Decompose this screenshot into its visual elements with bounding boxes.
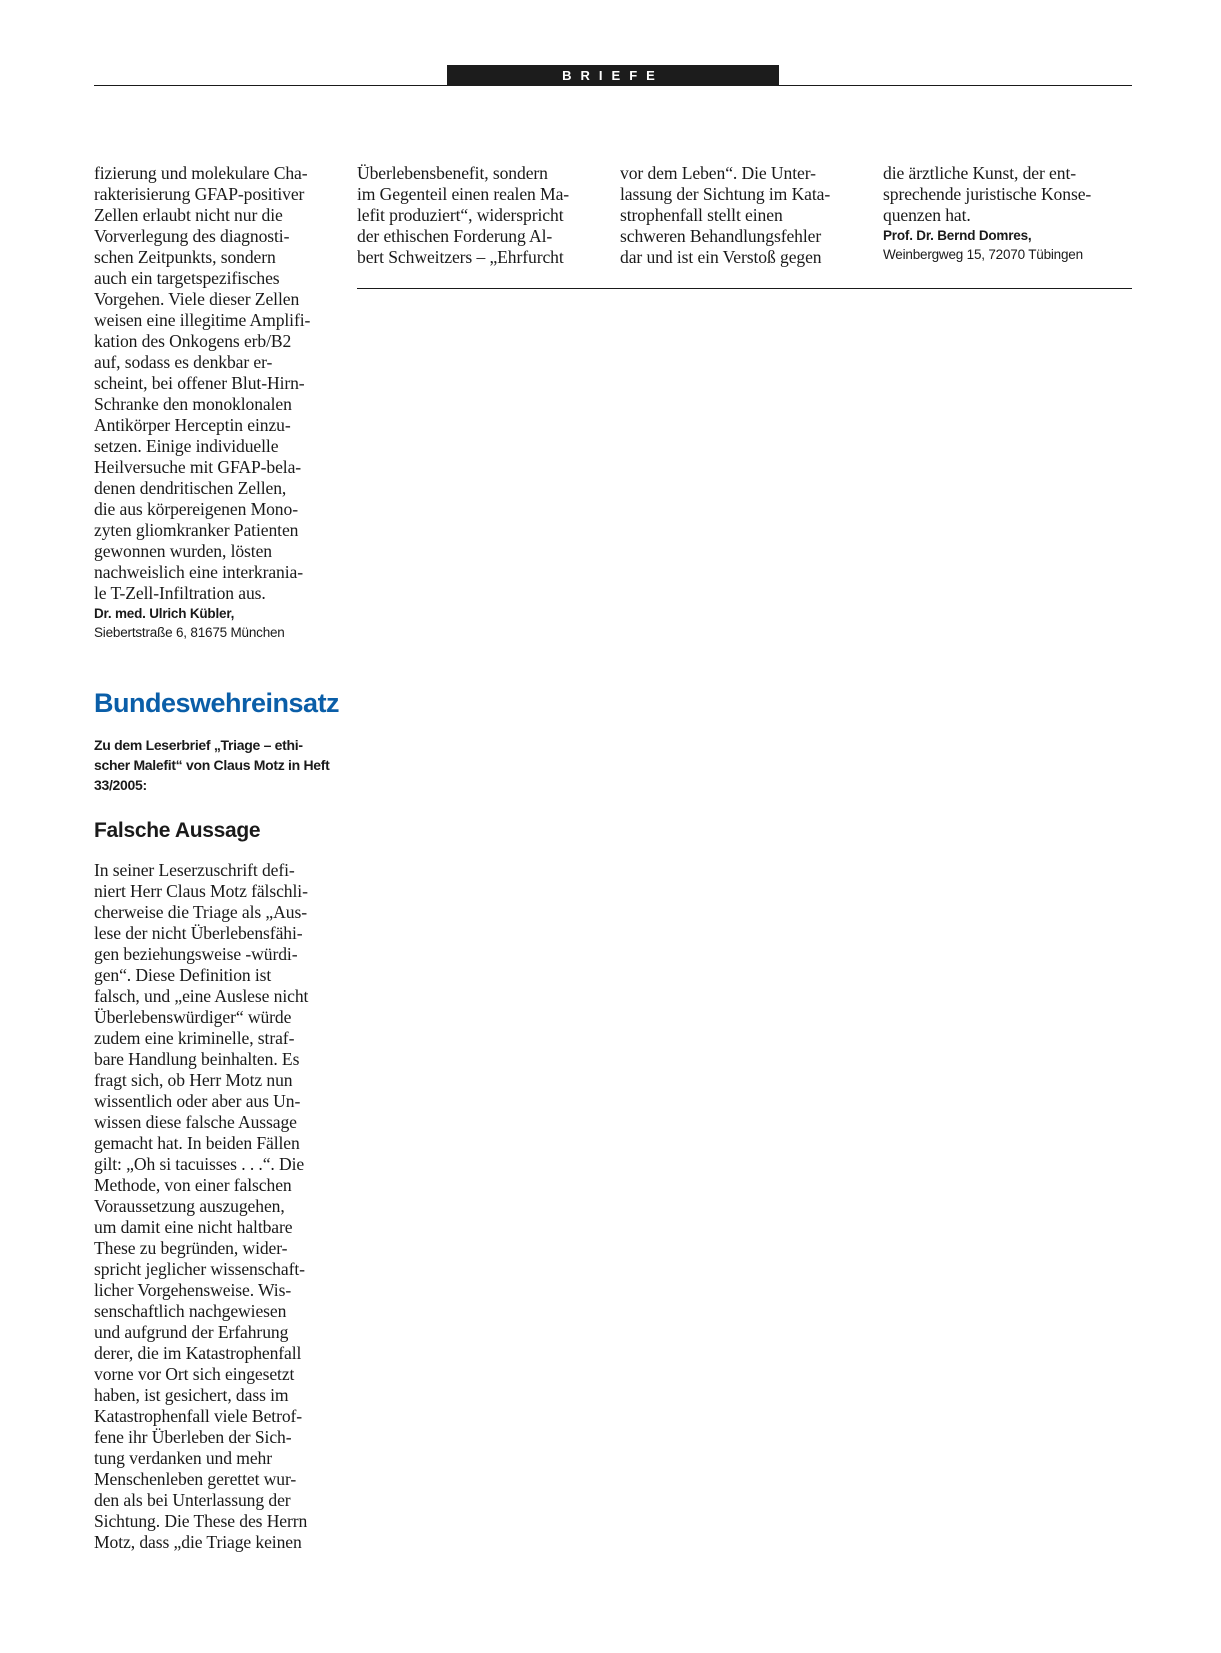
text-line: und aufgrund der Erfahrung (94, 1322, 289, 1342)
text-line: Überlebenswürdiger“ würde (94, 1007, 292, 1027)
text-line: um damit eine nicht haltbare (94, 1217, 293, 1237)
text-line: zudem eine kriminelle, straf- (94, 1028, 295, 1048)
text-line: gilt: „Oh si tacuisses . . .“. Die (94, 1154, 305, 1174)
text-line: nachweislich eine interkrania- (94, 562, 304, 582)
text-line: Motz, dass „die Triage keinen (94, 1532, 302, 1552)
text-line: scher Malefit“ von Claus Motz in Heft (94, 757, 330, 773)
text-line: weisen eine illegitime Amplifi- (94, 310, 311, 330)
text-line: spricht jeglicher wissenschaft- (94, 1259, 305, 1279)
text-line: In seiner Leserzuschrift defi- (94, 860, 295, 880)
text-line: rakterisierung GFAP-positiver (94, 184, 305, 204)
text-line: These zu begründen, wider- (94, 1238, 288, 1258)
text-line: auch ein targetspezifisches (94, 268, 280, 288)
text-line: derer, die im Katastrophenfall (94, 1343, 302, 1363)
text-line: fene ihr Überleben der Sich- (94, 1427, 292, 1447)
text-line: setzen. Einige individuelle (94, 436, 279, 456)
column-1-text (94, 163, 344, 604)
text-line: tung verdanken und mehr (94, 1448, 272, 1468)
column-4-text (883, 163, 1133, 226)
text-line: sprechende juristische Konse- (883, 184, 1092, 204)
column-2 (357, 163, 607, 268)
text-line: gemacht hat. In beiden Fällen (94, 1133, 300, 1153)
text-line: gen“. Diese Definition ist (94, 965, 272, 985)
text-line: le T-Zell-Infiltration aus. (94, 583, 266, 603)
text-line: bare Handlung beinhalten. Es (94, 1049, 300, 1069)
column-4 (883, 163, 1133, 264)
text-line: wissentlich oder aber aus Un- (94, 1091, 301, 1111)
text-line: die ärztliche Kunst, der ent- (883, 163, 1076, 183)
text-line: im Gegenteil einen realen Ma- (357, 184, 570, 204)
text-line: den als bei Unterlassung der (94, 1490, 291, 1510)
text-line: dar und ist ein Verstoß gegen (620, 247, 822, 267)
text-line: Vorverlegung des diagnosti- (94, 226, 290, 246)
signature-name: Dr. med. Ulrich Kübler, (94, 606, 235, 621)
text-line: Schranke den monoklonalen (94, 394, 292, 414)
section-intro (94, 735, 354, 795)
text-line: fragt sich, ob Herr Motz nun (94, 1070, 293, 1090)
text-line: Zellen erlaubt nicht nur die (94, 205, 283, 225)
text-line: Überlebensbenefit, sondern (357, 163, 548, 183)
section-label: BRIEFE (447, 65, 779, 86)
text-line: falsch, und „eine Auslese nicht (94, 986, 309, 1006)
text-line: Katastrophenfall viele Betrof- (94, 1406, 303, 1426)
text-line: fizierung und molekulare Cha- (94, 163, 308, 183)
signature-name: Prof. Dr. Bernd Domres, (883, 228, 1032, 243)
text-line: vorne vor Ort sich eingesetzt (94, 1364, 295, 1384)
text-line: denen dendritischen Zellen, (94, 478, 287, 498)
text-line: kation des Onkogens erb/B2 (94, 331, 292, 351)
text-line: scheint, bei offener Blut-Hirn- (94, 373, 305, 393)
text-line: bert Schweitzers – „Ehrfurcht (357, 247, 564, 267)
text-line: lassung der Sichtung im Kata- (620, 184, 831, 204)
signature-address: Weinbergweg 15, 72070 Tübingen (883, 247, 1083, 262)
text-line: Menschenleben gerettet wur- (94, 1469, 297, 1489)
text-line: niert Herr Claus Motz fälschli- (94, 881, 308, 901)
text-line: Zu dem Leserbrief „Triage – ethi- (94, 737, 303, 753)
signature-address: Siebertstraße 6, 81675 München (94, 625, 285, 640)
letter-body (94, 860, 354, 1553)
text-line: Antikörper Herceptin einzu- (94, 415, 291, 435)
section-title: Bundeswehreinsatz (94, 688, 340, 718)
text-line: strophenfall stellt einen (620, 205, 783, 225)
text-line: Methode, von einer falschen (94, 1175, 292, 1195)
text-line: Sichtung. Die These des Herrn (94, 1511, 308, 1531)
text-line: schen Zeitpunkts, sondern (94, 247, 276, 267)
text-line: die aus körpereigenen Mono- (94, 499, 298, 519)
text-line: der ethischen Forderung Al- (357, 226, 553, 246)
letter-subheading: Falsche Aussage (94, 819, 261, 842)
text-line: gewonnen wurden, lösten (94, 541, 272, 561)
column-3 (620, 163, 870, 268)
text-line: lese der nicht Überlebensfähi- (94, 923, 303, 943)
text-line: zyten gliomkranker Patienten (94, 520, 299, 540)
text-line: haben, ist gesichert, dass im (94, 1385, 289, 1405)
text-line: wissen diese falsche Aussage (94, 1112, 297, 1132)
text-line: lefit produziert“, widerspricht (357, 205, 564, 225)
text-line: 33/2005: (94, 777, 147, 793)
text-line: Voraussetzung auszugehen, (94, 1196, 285, 1216)
text-line: schweren Behandlungsfehler (620, 226, 822, 246)
text-line: quenzen hat. (883, 205, 971, 225)
text-line: vor dem Leben“. Die Unter- (620, 163, 816, 183)
column-rule (357, 288, 1132, 289)
column-1 (94, 163, 344, 642)
text-line: Vorgehen. Viele dieser Zellen (94, 289, 300, 309)
text-line: cherweise die Triage als „Aus- (94, 902, 307, 922)
text-line: auf, sodass es denkbar er- (94, 352, 273, 372)
text-line: licher Vorgehensweise. Wis- (94, 1280, 292, 1300)
text-line: Heilversuche mit GFAP-bela- (94, 457, 302, 477)
text-line: gen beziehungsweise -würdi- (94, 944, 298, 964)
text-line: senschaftlich nachgewiesen (94, 1301, 287, 1321)
